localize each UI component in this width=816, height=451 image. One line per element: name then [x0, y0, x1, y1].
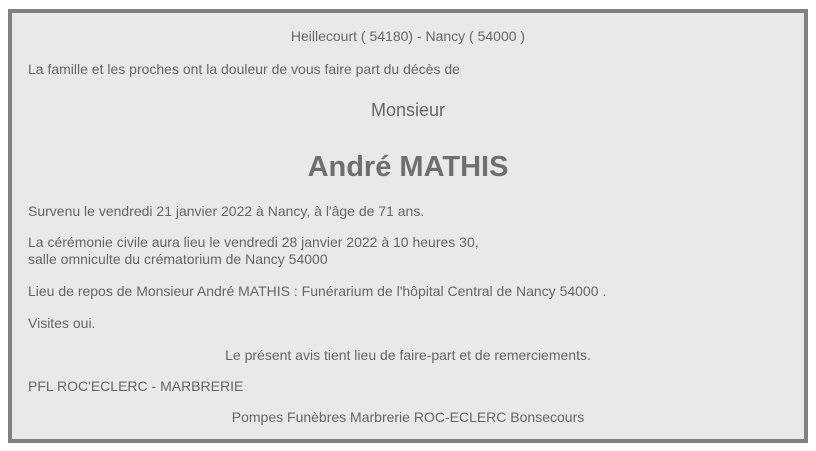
ceremony-details-line1: La cérémonie civile aura lieu le vendredi 28 janvier 2022 à 10 heures 30,: [28, 234, 479, 250]
obituary-notice: [8, 9, 808, 443]
rest-place: Lieu de repos de Monsieur André MATHIS : Funérarium de l'hôpital Central de Nancy 54000 .: [28, 283, 607, 299]
civility-title: Monsieur: [370, 100, 446, 120]
intro-text: La famille et les proches ont la douleur de vous faire part du décès de: [28, 61, 460, 77]
visits-info: Visites oui.: [28, 315, 96, 331]
deceased-name: André MATHIS: [307, 151, 509, 183]
ceremony-details-line2: salle omniculte du crématorium de Nancy 54000: [28, 251, 328, 267]
thanks-text: Le présent avis tient lieu de faire-part et de remerciements.: [225, 347, 591, 363]
death-details: Survenu le vendredi 21 janvier 2022 à Nancy, à l'âge de 71 ans.: [28, 203, 425, 219]
footer-company: Pompes Funèbres Marbrerie ROC-ECLERC Bonsecours: [231, 409, 585, 425]
location-header: Heillecourt ( 54180) - Nancy ( 54000 ): [290, 28, 526, 44]
company-name: PFL ROC'ECLERC - MARBRERIE: [28, 378, 244, 394]
